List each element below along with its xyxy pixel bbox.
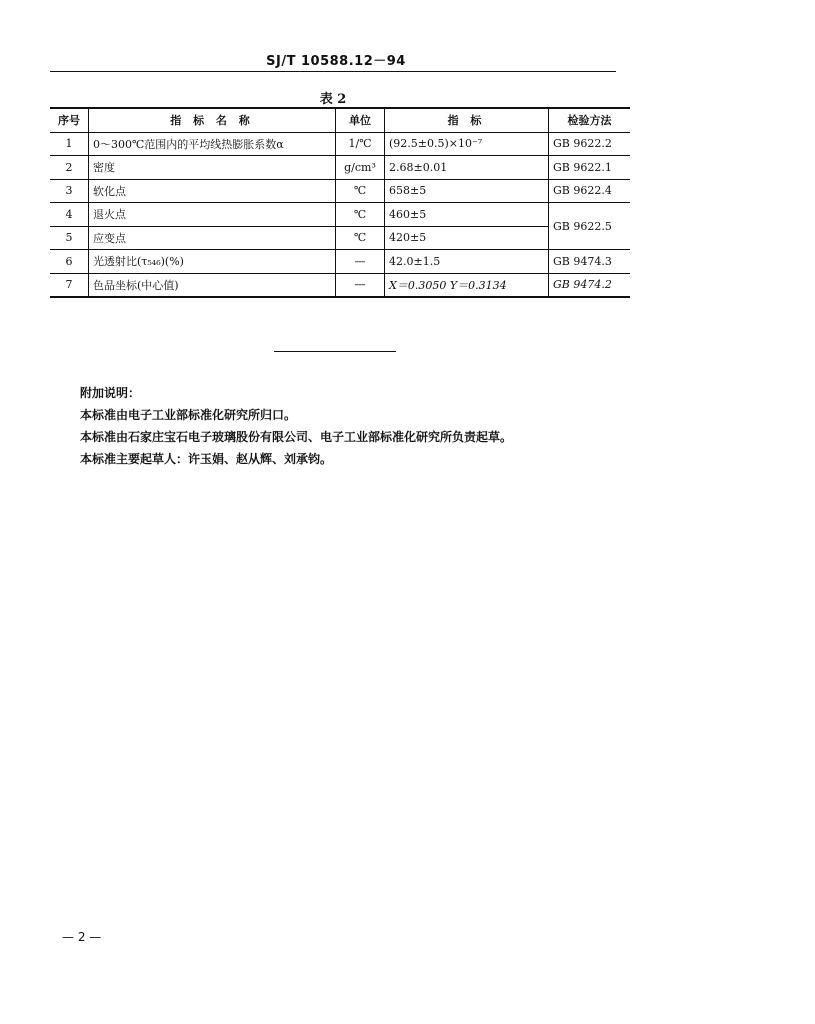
cell-unit: —	[336, 250, 385, 274]
header-rule	[50, 71, 616, 72]
cell-no: 5	[50, 226, 89, 250]
cell-method: GB 9474.3	[549, 250, 631, 274]
cell-no: 1	[50, 132, 89, 156]
table-row	[50, 132, 630, 156]
cell-no: 6	[50, 250, 89, 274]
section-divider	[274, 351, 396, 352]
cell-name: 退火点	[89, 203, 336, 227]
notes-title: 附加说明：	[80, 386, 141, 400]
table-row	[50, 179, 630, 203]
col-header-value: 指 标	[385, 108, 549, 132]
cell-name: 0～300℃范围内的平均线热膨胀系数α	[89, 132, 336, 156]
col-header-method: 检验方法	[549, 108, 631, 132]
col-header-name: 指 标 名 称	[89, 108, 336, 132]
table-row	[50, 156, 630, 180]
cell-value: 460±5	[385, 203, 549, 227]
cell-unit: —	[336, 273, 385, 297]
spec-table	[50, 107, 630, 298]
cell-no: 7	[50, 273, 89, 297]
cell-method: GB 9474.2	[549, 273, 631, 297]
cell-value: 2.68±0.01	[385, 156, 549, 180]
cell-name: 光透射比(τ₅₄₆)(%)	[89, 250, 336, 274]
col-header-unit: 单位	[336, 108, 385, 132]
cell-unit: ℃	[336, 226, 385, 250]
cell-unit: ℃	[336, 179, 385, 203]
col-header-no: 序号	[50, 108, 89, 132]
notes-line: 本标准主要起草人：许玉娟、赵从辉、刘承钧。	[80, 452, 333, 466]
cell-name: 色品坐标(中心值)	[89, 273, 336, 297]
cell-value: 658±5	[385, 179, 549, 203]
table-caption: 表 2	[319, 92, 347, 107]
cell-name: 软化点	[89, 179, 336, 203]
cell-value: 42.0±1.5	[385, 250, 549, 274]
standard-code: SJ/T 10588.12－94	[266, 54, 406, 69]
table-row	[50, 226, 630, 250]
cell-no: 3	[50, 179, 89, 203]
cell-unit: 1/℃	[336, 132, 385, 156]
page-number: — 2 —	[62, 930, 102, 944]
cell-value: 420±5	[385, 226, 549, 250]
table-row	[50, 250, 630, 274]
notes-line: 本标准由石家庄宝石电子玻璃股份有限公司、电子工业部标准化研究所负责起草。	[80, 430, 513, 444]
cell-name: 应变点	[89, 226, 336, 250]
cell-method: GB 9622.4	[549, 179, 631, 203]
cell-unit: ℃	[336, 203, 385, 227]
additional-notes	[80, 382, 620, 470]
cell-method: GB 9622.1	[549, 156, 631, 180]
cell-unit: g/cm³	[336, 156, 385, 180]
cell-no: 2	[50, 156, 89, 180]
table-row	[50, 203, 630, 227]
table-header-row	[50, 108, 630, 132]
cell-no: 4	[50, 203, 89, 227]
notes-line: 本标准由电子工业部标准化研究所归口。	[80, 408, 297, 422]
cell-value: (92.5±0.5)×10⁻⁷	[385, 132, 549, 156]
cell-method: GB 9622.2	[549, 132, 631, 156]
cell-value: X＝0.3050 Y＝0.3134	[385, 273, 549, 297]
cell-name: 密度	[89, 156, 336, 180]
table-row	[50, 273, 630, 297]
cell-method: GB 9622.5	[549, 203, 631, 250]
